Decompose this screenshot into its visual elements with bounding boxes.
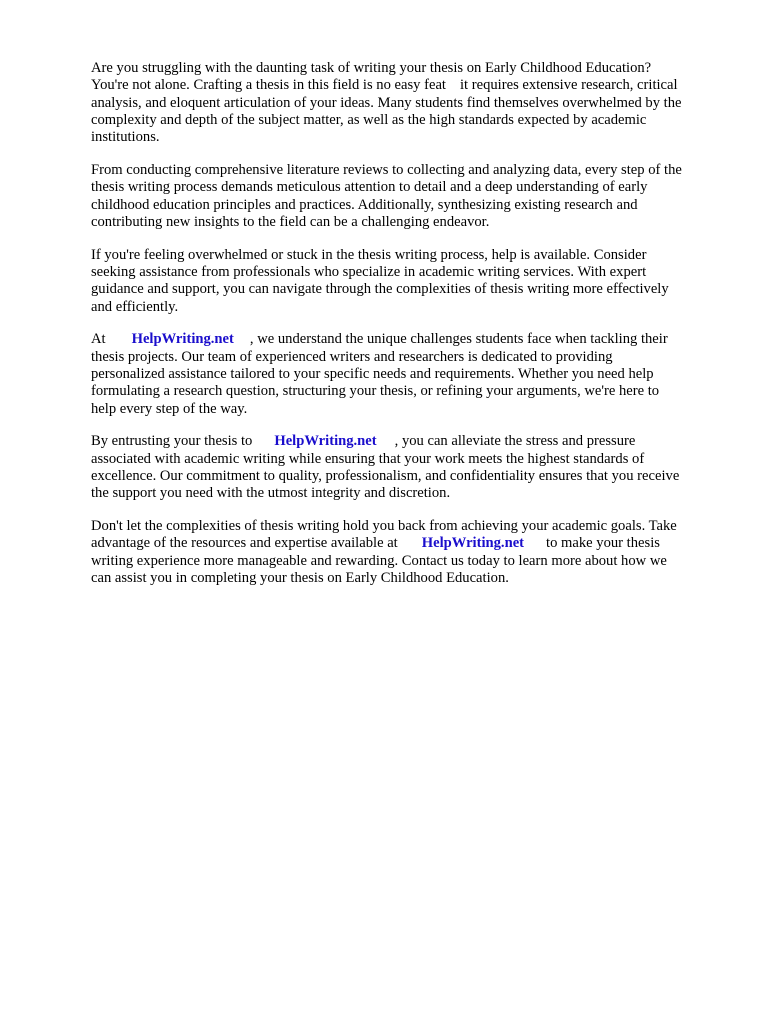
text-segment: At — [91, 331, 106, 348]
text-line — [91, 535, 741, 552]
text-segment: it requires extensive research, critical — [459, 77, 678, 94]
text-line: associated with academic writing while ensuring that your work meets the highest standards of — [91, 450, 645, 467]
text-line: help every step of the way. — [91, 400, 248, 417]
text-line: the support you need with the utmost integrity and discretion. — [91, 485, 451, 502]
text-line: excellence. Our commitment to quality, professionalism, and confidentiality ensures that you receive — [91, 467, 680, 484]
helpwriting-link[interactable]: HelpWriting.net — [421, 535, 525, 552]
text-segment: You're not alone. Crafting a thesis in this field is no easy feat — [91, 77, 446, 94]
paragraph-intro — [91, 60, 741, 146]
paragraph-entrust — [91, 433, 741, 502]
text-line: institutions. — [91, 129, 160, 146]
paragraph-help — [91, 247, 741, 316]
paragraph-closing — [91, 518, 741, 587]
text-segment: to make your thesis — [546, 535, 660, 552]
text-line: contributing new insights to the field can be a challenging endeavor. — [91, 213, 490, 230]
text-line — [91, 331, 741, 348]
text-line: can assist you in completing your thesis on Early Childhood Education. — [91, 569, 509, 586]
text-segment: , you can alleviate the stress and pressure — [394, 433, 636, 450]
text-line: thesis projects. Our team of experienced writers and researchers is dedicated to providing — [91, 348, 613, 365]
paragraph-process — [91, 162, 741, 231]
text-segment: By entrusting your thesis to — [91, 433, 253, 450]
document-page — [91, 60, 741, 603]
helpwriting-link[interactable]: HelpWriting.net — [131, 331, 234, 348]
text-line: Are you struggling with the daunting task of writing your thesis on Early Childhood Education? — [91, 60, 652, 76]
text-line: personalized assistance tailored to your specific needs and requirements. Whether you need help — [91, 365, 654, 382]
text-line: and efficiently. — [91, 298, 179, 315]
text-line: complexity and depth of the subject matter, as well as the high standards expected by academic — [91, 111, 647, 128]
text-line: Don't let the complexities of thesis writing hold you back from achieving your academic goals. Take — [91, 518, 677, 535]
text-line: thesis writing process demands meticulous attention to detail and a deep understanding of early — [91, 179, 648, 196]
text-line: From conducting comprehensive literature reviews to collecting and analyzing data, every step of the — [91, 161, 682, 178]
text-line: writing experience more manageable and rewarding. Contact us today to learn more about how we — [91, 552, 667, 569]
text-line: guidance and support, you can navigate through the complexities of thesis writing more effectively — [91, 281, 669, 298]
text-line: childhood education principles and practices. Additionally, synthesizing existing research and — [91, 196, 638, 213]
text-line: formulating a research question, structuring your thesis, or refining your arguments, we're here to — [91, 383, 660, 400]
text-line: If you're feeling overwhelmed or stuck in the thesis writing process, help is available. Consider — [91, 246, 647, 263]
helpwriting-link[interactable]: HelpWriting.net — [274, 433, 377, 450]
text-segment: , we understand the unique challenges students face when tackling their — [249, 331, 668, 348]
text-line: analysis, and eloquent articulation of your ideas. Many students find themselves overwhelmed by the — [91, 94, 682, 111]
text-segment: advantage of the resources and expertise available at — [91, 535, 398, 552]
text-line: seeking assistance from professionals who specialize in academic writing services. With expert — [91, 263, 647, 280]
paragraph-service — [91, 331, 741, 417]
text-line — [91, 77, 741, 94]
text-line — [91, 433, 741, 450]
